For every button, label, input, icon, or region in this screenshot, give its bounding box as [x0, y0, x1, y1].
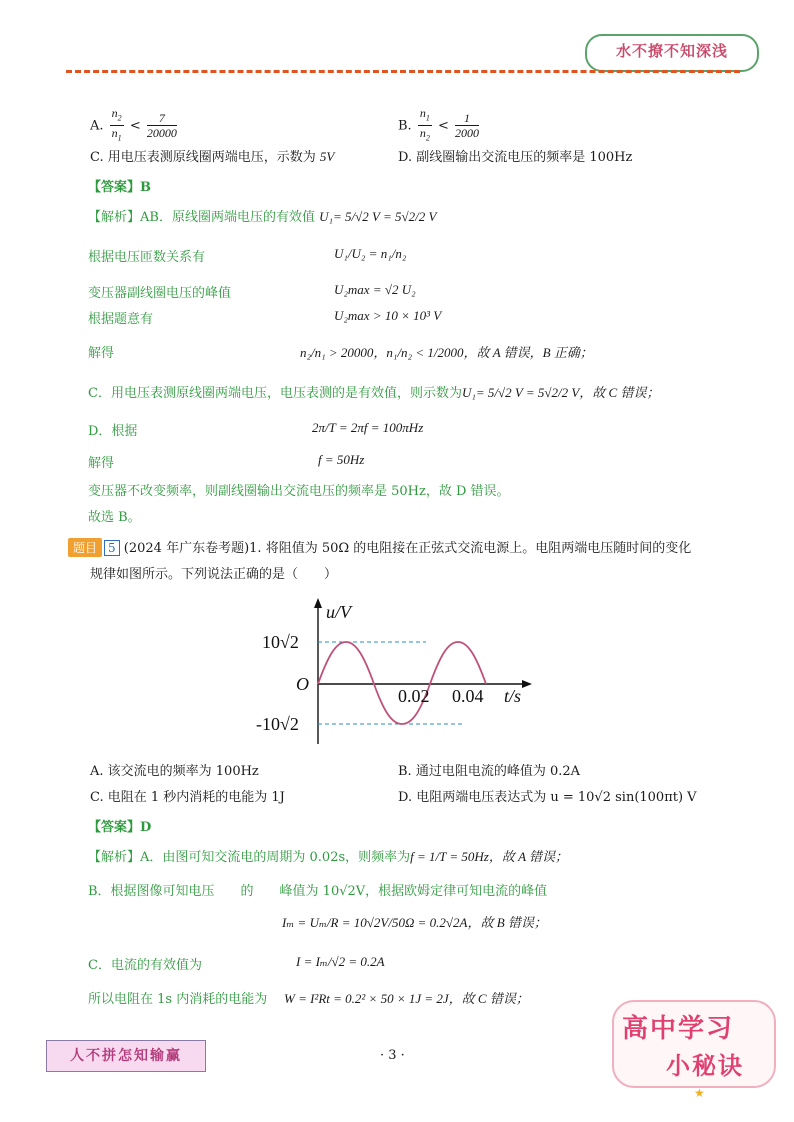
- header-motto: 水不撩不知深浅: [585, 34, 759, 72]
- badge-line1: 高中学习: [622, 1014, 735, 1044]
- header-divider: [66, 70, 740, 73]
- q4-option-a: A. $\frac{n_2}{n_1}$ < $\frac{7}{20000}$: [90, 106, 177, 143]
- sine-curve: [318, 642, 486, 724]
- q4-ex-solve-eq: f = 50Hz: [318, 452, 365, 467]
- q4-ex-d-label: D．根据: [88, 424, 138, 439]
- q4-ex-solve-label: 解得: [88, 456, 115, 471]
- q4-ex-d-eq: 2π/T = 2πf = 100πHz: [312, 420, 424, 435]
- ymin-label: -10√2: [256, 714, 299, 734]
- q5-answer: 【答案】D: [88, 820, 152, 835]
- badge-line2: 小秘诀: [666, 1052, 744, 1080]
- q4-ex-final: 故选 B。: [88, 510, 141, 525]
- q5-option-a: A. 该交流电的频率为 100Hz: [90, 764, 259, 779]
- x-tick-0.02: 0.02: [398, 686, 430, 706]
- q5-option-b: B. 通过电阻电流的峰值为 0.2A: [398, 764, 581, 779]
- y-axis-arrow: [314, 598, 322, 608]
- ymax-label: 10√2: [262, 632, 299, 652]
- q5-option-c: C. 电阻在 1 秒内消耗的电能为 1J: [90, 790, 285, 805]
- question-tag: 题目: [68, 538, 102, 557]
- q4-ex-line4-label: 解得: [88, 346, 115, 361]
- q5-option-d: D. 电阻两端电压表达式为 u = 10√2 sin(100πt) V: [398, 790, 697, 805]
- q4-explanation-ab: 【解析】AB．原线圈两端电压的有效值 U₁= 5/√2 V = 5√2/2 V: [88, 209, 437, 225]
- q4-ex-line3-label: 根据题意有: [88, 312, 154, 327]
- footer-motto: 人不拼怎知输赢: [46, 1040, 206, 1072]
- q5-ex-c-eq: I = Iₘ/√2 = 0.2A: [296, 954, 385, 969]
- option-label: A.: [90, 118, 104, 134]
- q4-ex-line4-eq: n₂/n₁ > 20000，n₁/n₂ < 1/2000，故 A 错误，B 正确；: [300, 345, 593, 360]
- q5-ex-c2-label: 所以电阻在 1s 内消耗的电能为: [88, 992, 268, 1007]
- q4-ex-line1-label: 根据电压匝数关系有: [88, 250, 206, 265]
- q5-stem-line1: 题目 5 (2024 年广东卷考题)1. 将阻值为 50Ω 的电阻接在正弦式交流电源上。电阻两端电压随时间的变化: [68, 537, 691, 557]
- origin-label: O: [296, 674, 309, 694]
- q4-ex-line2-label: 变压器副线圈电压的峰值: [88, 286, 232, 301]
- q4-option-b: B. $\frac{n_1}{n_2}$ < $\frac{1}{2000}$: [398, 106, 480, 143]
- q5-ex-c-label: C．电流的有效值为: [88, 958, 202, 973]
- x-axis-label: t/s: [504, 686, 522, 706]
- q5-ex-c2-eq: W = I²Rt = 0.2² × 50 × 1J = 2J，故 C 错误；: [284, 991, 529, 1006]
- page-number: · 3 ·: [380, 1048, 405, 1063]
- x-axis-arrow: [522, 680, 532, 688]
- voltage-time-graph: [256, 596, 546, 748]
- q4-ex-c: C．用电压表测原线圈两端电压，电压表测的是有效值，则示数为U₁= 5/√2 V = 5√2/2 V，故 C 错误；: [88, 385, 660, 401]
- q4-ex-line2-eq: U₂max = √2 U₂: [334, 282, 416, 297]
- star-icon: ★: [694, 1086, 705, 1100]
- q4-ex-line3-eq: U₂max > 10 × 10³ V: [334, 308, 442, 323]
- q4-option-d: D. 副线圈输出交流电压的频率是 100Hz: [398, 150, 633, 165]
- x-tick-0.04: 0.04: [452, 686, 484, 706]
- q5-ex-a: 【解析】A．由图可知交流电的周期为 0.02s，则频率为f = 1/T = 50Hz，故 A 错误；: [88, 849, 569, 865]
- y-axis-label: u/V: [326, 602, 351, 622]
- q4-ex-conclusion: 变压器不改变频率，则副线圈输出交流电压的频率是 50Hz，故 D 错误。: [88, 484, 510, 499]
- study-tips-badge: [608, 996, 776, 1100]
- question-number: 5: [104, 540, 120, 556]
- q5-ex-b-eq: Iₘ = Uₘ/R = 10√2V/50Ω = 0.2√2A，故 B 错误；: [282, 915, 547, 930]
- q5-ex-b: B．根据图像可知电压 的 峰值为 10√2V，根据欧姆定律可知电流的峰值: [88, 884, 548, 899]
- q4-answer: 【答案】B: [88, 180, 151, 195]
- q5-stem-line2: 规律如图所示。下列说法正确的是（ ）: [90, 567, 338, 582]
- q4-option-c: C. 用电压表测原线圈两端电压，示数为 5V: [90, 149, 335, 165]
- q4-ex-line1-eq: U₁/U₂ = n₁/n₂: [334, 246, 407, 261]
